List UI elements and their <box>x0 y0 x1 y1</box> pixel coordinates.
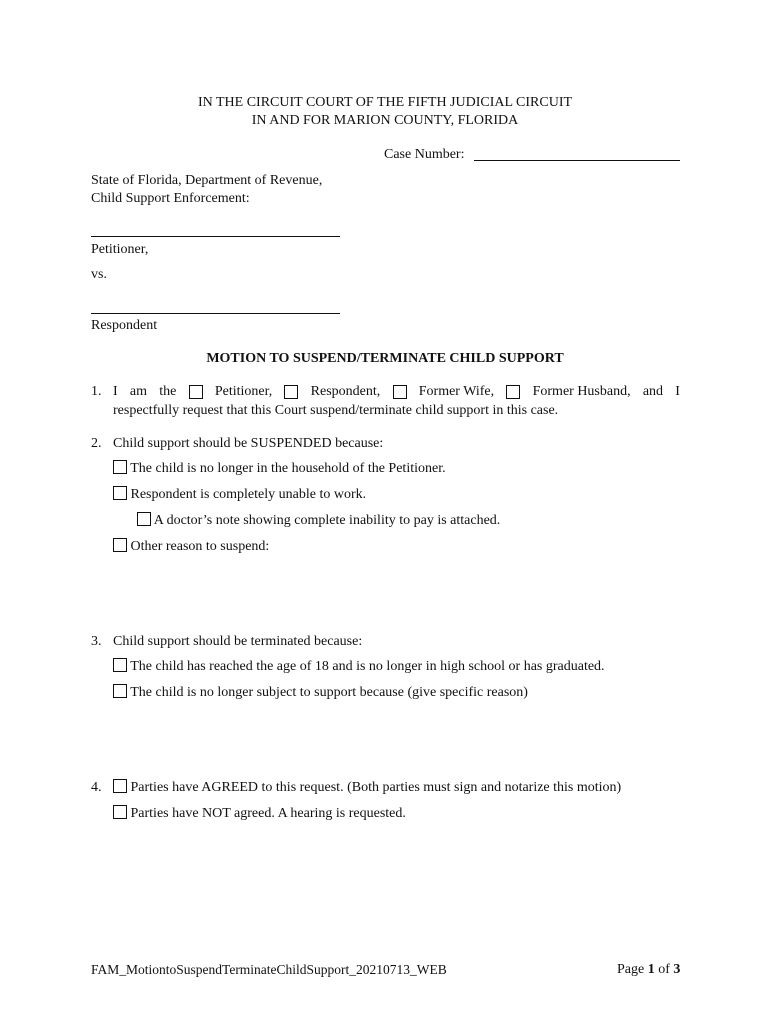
suspend-option-unable-to-work <box>113 486 366 503</box>
section1-line1 <box>113 383 680 400</box>
not-subject-option-label: The child is no longer subject to support because (give specific reason) <box>130 685 528 700</box>
unable-to-work-option-label: Respondent is completely unable to work. <box>130 487 367 502</box>
section4-number: 4. <box>91 780 102 795</box>
former-wife-checkbox[interactable] <box>393 385 407 399</box>
page-of-word: of <box>658 962 670 977</box>
former-wife-option-label: Former Wife, <box>418 384 495 399</box>
section2-number: 2. <box>91 436 102 451</box>
not-subject-checkbox[interactable] <box>113 684 127 698</box>
section3-number: 3. <box>91 634 102 649</box>
respondent-option-label: Respondent, <box>310 384 381 399</box>
petitioner-name-line1: State of Florida, Department of Revenue, <box>91 173 323 188</box>
case-number-field[interactable] <box>474 160 680 161</box>
respondent-label: Respondent <box>91 318 158 333</box>
agreed-checkbox[interactable] <box>113 779 127 793</box>
form-identifier: FAM_MotiontoSuspendTerminateChildSupport_20210713_WEB <box>91 962 447 977</box>
terminate-option-age-18 <box>113 658 605 675</box>
petitioner-option-label: Petitioner, <box>214 384 273 399</box>
page-total: 3 <box>673 962 681 977</box>
former-husband-checkbox[interactable] <box>506 385 520 399</box>
household-option-label: The child is no longer in the household of the Petitioner. <box>130 461 446 476</box>
agreement-option-not-agreed <box>113 805 406 822</box>
agreed-option-label: Parties have AGREED to this request. (Both parties must sign and notarize this motion) <box>130 780 622 795</box>
not-agreed-option-label: Parties have NOT agreed. A hearing is requested. <box>130 806 406 821</box>
other-reason-checkbox[interactable] <box>113 538 127 552</box>
section1-word: the <box>159 384 177 399</box>
respondent-checkbox[interactable] <box>284 385 298 399</box>
section1-number: 1. <box>91 384 102 399</box>
section2-heading: Child support should be SUSPENDED because: <box>113 436 384 451</box>
former-husband-option-label: Former Husband, <box>532 384 631 399</box>
suspend-option-other <box>113 538 269 555</box>
section1-word: I <box>113 384 118 399</box>
age-18-checkbox[interactable] <box>113 658 127 672</box>
petitioner-signature-line[interactable] <box>91 236 340 237</box>
motion-title: MOTION TO SUSPEND/TERMINATE CHILD SUPPORT <box>206 351 564 366</box>
section1-word: and <box>642 384 664 399</box>
section1-word: am <box>129 384 148 399</box>
petitioner-label: Petitioner, <box>91 242 149 257</box>
unable-to-work-checkbox[interactable] <box>113 486 127 500</box>
section1-word: I <box>675 384 680 399</box>
petitioner-name-line2: Child Support Enforcement: <box>91 191 250 206</box>
respondent-name-line[interactable] <box>91 313 340 314</box>
page-indicator <box>617 961 680 978</box>
section1-line2: respectfully request that this Court suspend/terminate child support in this case. <box>113 403 559 418</box>
household-checkbox[interactable] <box>113 460 127 474</box>
page-current: 1 <box>647 962 655 977</box>
agreement-option-agreed <box>113 779 621 796</box>
court-heading-line1: IN THE CIRCUIT COURT OF THE FIFTH JUDICIAL CIRCUIT <box>197 95 573 110</box>
suspend-option-doctors-note <box>137 512 500 529</box>
page-word: Page <box>617 962 645 977</box>
other-reason-option-label: Other reason to suspend: <box>130 539 270 554</box>
court-heading-line2: IN AND FOR MARION COUNTY, FLORIDA <box>251 113 519 128</box>
doctors-note-option-label: A doctor’s note showing complete inability to pay is attached. <box>153 513 501 528</box>
section3-heading: Child support should be terminated because: <box>113 634 363 649</box>
suspend-option-household <box>113 460 446 477</box>
petitioner-checkbox[interactable] <box>189 385 203 399</box>
age-18-option-label: The child has reached the age of 18 and is no longer in high school or has graduated. <box>130 659 605 674</box>
not-agreed-checkbox[interactable] <box>113 805 127 819</box>
case-number-label: Case Number: <box>384 147 465 162</box>
terminate-option-not-subject <box>113 684 528 701</box>
versus-label: vs. <box>91 267 107 282</box>
doctors-note-checkbox[interactable] <box>137 512 151 526</box>
